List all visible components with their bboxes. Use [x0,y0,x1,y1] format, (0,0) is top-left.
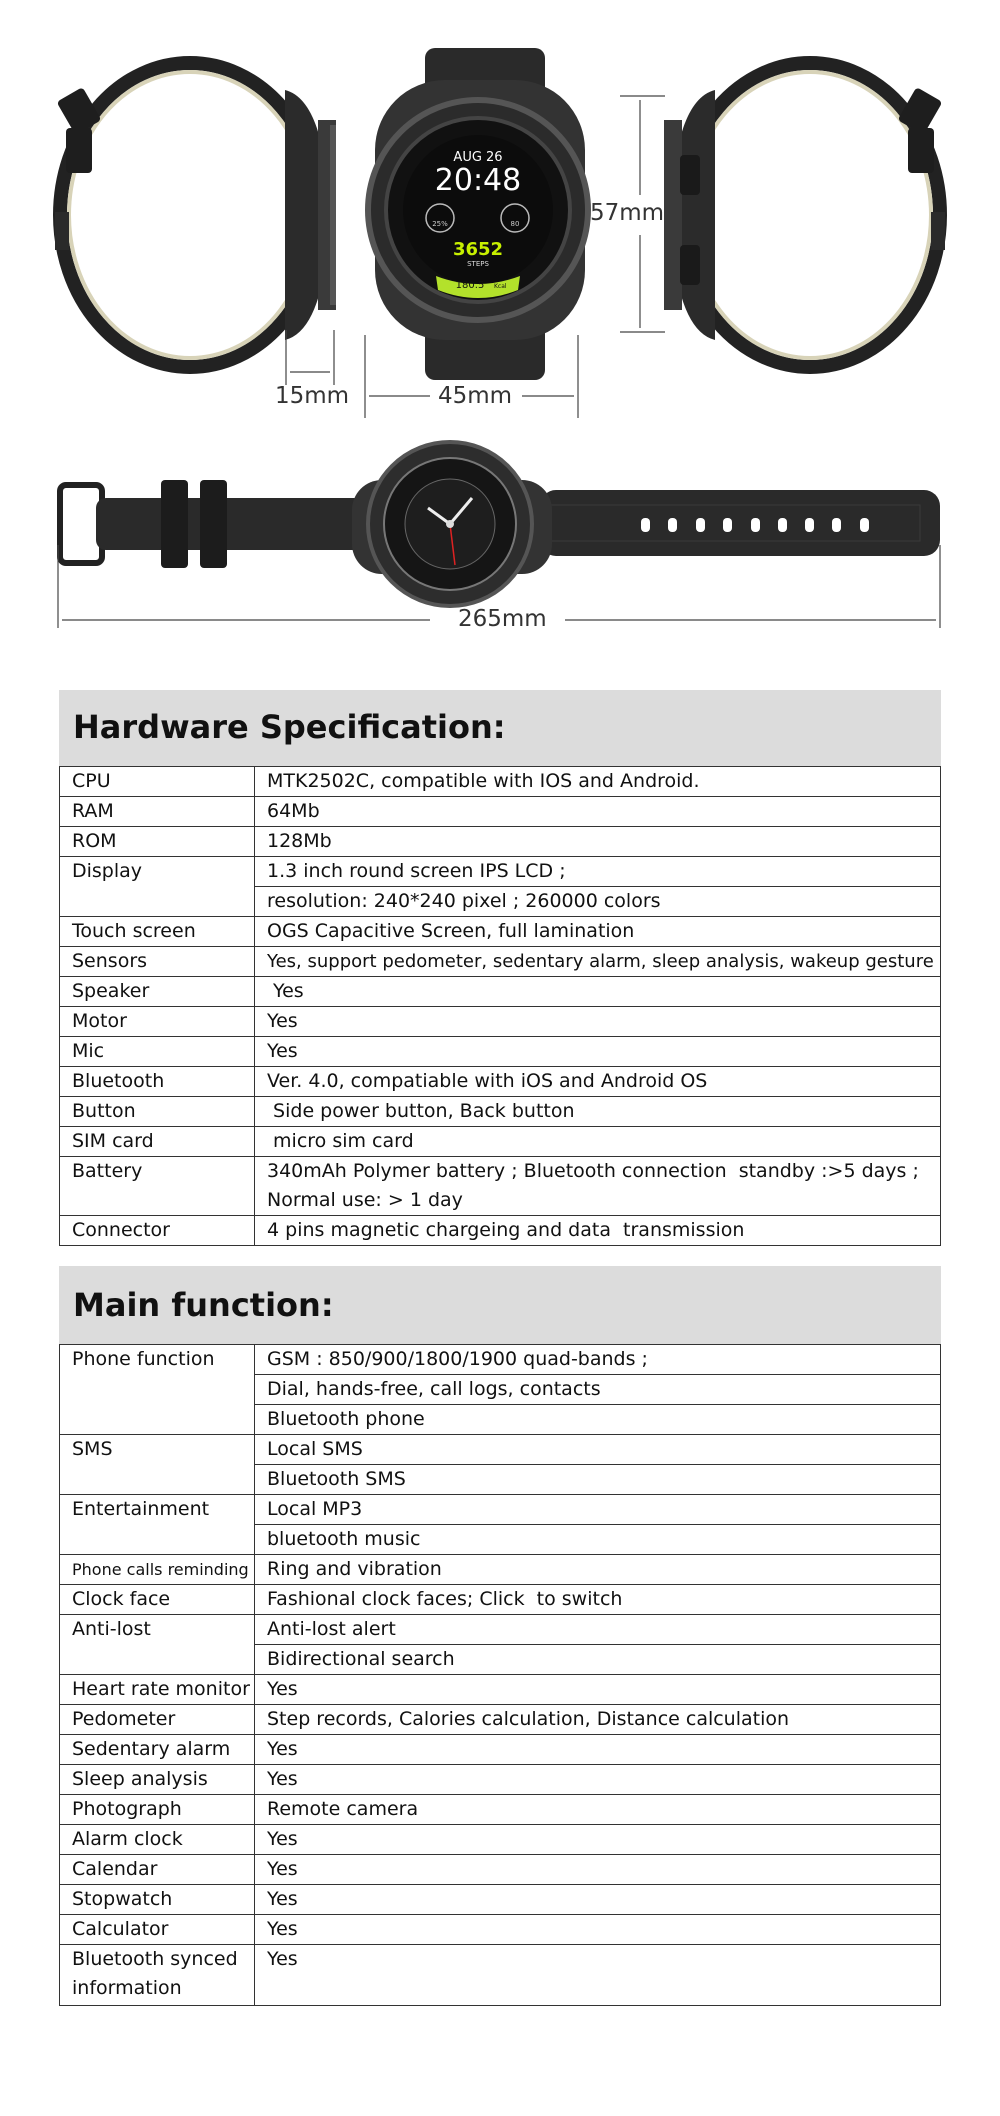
spec-key: ROM [60,827,255,857]
face-date: AUG 26 [453,150,503,165]
function-key: Sleep analysis [60,1765,255,1795]
function-key: Phone function [60,1345,255,1435]
table-row [60,827,941,857]
table-row [60,797,941,827]
spec-value: 1.3 inch round screen IPS LCD ; [255,857,941,887]
function-value: Local SMS [255,1435,941,1465]
spec-key: Motor [60,1007,255,1037]
spec-key: Mic [60,1037,255,1067]
function-key: Stopwatch [60,1885,255,1915]
function-value: Yes [255,1735,941,1765]
spec-key: Touch screen [60,917,255,947]
hardware-section-title: Hardware Specification: [73,708,506,746]
function-value: Yes [255,1675,941,1705]
function-value: GSM : 850/900/1800/1900 quad-bands ; [255,1345,941,1375]
table-row [60,1885,941,1915]
spec-key: Battery [60,1157,255,1216]
spec-value: Normal use: > 1 day [255,1186,941,1216]
table-row [60,1705,941,1735]
spec-value: Yes, support pedometer, sedentary alarm, sleep analysis, wakeup gesture [255,947,941,977]
function-value: Local MP3 [255,1495,941,1525]
table-row [60,947,941,977]
function-value: Yes [255,1945,941,2006]
function-value: Yes [255,1855,941,1885]
table-row [60,1555,941,1585]
spec-value: Yes [255,1037,941,1067]
function-key: Anti-lost [60,1615,255,1675]
spec-value: MTK2502C, compatible with IOS and Android. [255,767,941,797]
table-row [60,1037,941,1067]
spec-value: OGS Capacitive Screen, full lamination [255,917,941,947]
dimension-length: 265mm [458,606,547,632]
function-value: Anti-lost alert [255,1615,941,1645]
function-value: Yes [255,1825,941,1855]
hardware-section-header [59,690,941,766]
function-value: bluetooth music [255,1525,941,1555]
spec-key: Speaker [60,977,255,1007]
spec-value: Yes [255,977,941,1007]
function-value: Yes [255,1765,941,1795]
main-function-section-title: Main function: [73,1286,334,1324]
table-row [60,1795,941,1825]
face-kcal-unit: Kcal [494,283,507,290]
main-function-section-header [59,1266,941,1344]
table-row [60,767,941,797]
spec-key: RAM [60,797,255,827]
function-key: Phone calls reminding [60,1555,255,1585]
spec-value: micro sim card [255,1127,941,1157]
function-value: Bluetooth phone [255,1405,941,1435]
function-value: Bidirectional search [255,1645,941,1675]
watch-side-view-left [55,63,336,367]
table-row [60,1945,941,2006]
table-row [60,977,941,1007]
function-key: Heart rate monitor [60,1675,255,1705]
function-value: Remote camera [255,1795,941,1825]
spec-key: CPU [60,767,255,797]
table-row [60,1007,941,1037]
table-row [60,1765,941,1795]
function-value: Bluetooth SMS [255,1465,941,1495]
dimension-height: 57mm [590,200,665,226]
table-row [60,1735,941,1765]
dimension-width: 45mm [438,383,513,409]
table-row [60,1345,941,1375]
table-row [60,1585,941,1615]
spec-value: Side power button, Back button [255,1097,941,1127]
table-row [60,857,941,887]
table-row [60,1915,941,1945]
face-steps-label: STEPS [467,260,489,268]
table-row [60,1127,941,1157]
spec-value: resolution: 240*240 pixel ; 260000 colors [255,887,941,917]
table-row [60,1615,941,1645]
table-row [60,1157,941,1187]
spec-key: SIM card [60,1127,255,1157]
product-illustration [0,0,1000,680]
function-value: Fashional clock faces; Click to switch [255,1585,941,1615]
spec-value: Yes [255,1007,941,1037]
table-row [60,1097,941,1127]
function-key: Alarm clock [60,1825,255,1855]
face-heart: 80 [510,220,520,228]
spec-key: Sensors [60,947,255,977]
function-key: Calculator [60,1915,255,1945]
face-battery: 25% [432,220,448,228]
function-key: Calendar [60,1855,255,1885]
spec-key: Connector [60,1216,255,1246]
function-value: Yes [255,1885,941,1915]
spec-value: Ver. 4.0, compatiable with iOS and Android OS [255,1067,941,1097]
watch-side-view-right [664,63,945,367]
function-key: Photograph [60,1795,255,1825]
face-steps: 3652 [452,239,504,260]
table-row [60,917,941,947]
function-value: Dial, hands-free, call logs, contacts [255,1375,941,1405]
function-key: Entertainment [60,1495,255,1555]
function-value: Ring and vibration [255,1555,941,1585]
table-row [60,1855,941,1885]
watch-strap-view [60,442,940,606]
main-function-table [59,1344,941,2006]
face-kcal: 180.5 [455,280,485,291]
function-value: Step records, Calories calculation, Distance calculation [255,1705,941,1735]
function-key: Pedometer [60,1705,255,1735]
function-key: Bluetooth synced information [60,1945,255,2006]
spec-key: Bluetooth [60,1067,255,1097]
spec-value: 128Mb [255,827,941,857]
spec-key: Button [60,1097,255,1127]
table-row [60,1495,941,1525]
table-row [60,1067,941,1097]
spec-key: Display [60,857,255,917]
table-row [60,1216,941,1246]
function-key: Sedentary alarm [60,1735,255,1765]
function-value: Yes [255,1915,941,1945]
face-time: 20:48 [434,163,522,198]
spec-value: 4 pins magnetic chargeing and data transmission [255,1216,941,1246]
watch-front-view [368,48,588,380]
spec-value: 64Mb [255,797,941,827]
table-row [60,1825,941,1855]
table-row [60,1435,941,1465]
table-row [60,1675,941,1705]
function-key: Clock face [60,1585,255,1615]
dimension-thickness: 15mm [275,383,350,409]
function-key: SMS [60,1435,255,1495]
spec-value: 340mAh Polymer battery ; Bluetooth connection standby :>5 days ; [255,1157,941,1187]
hardware-spec-table [59,766,941,1246]
